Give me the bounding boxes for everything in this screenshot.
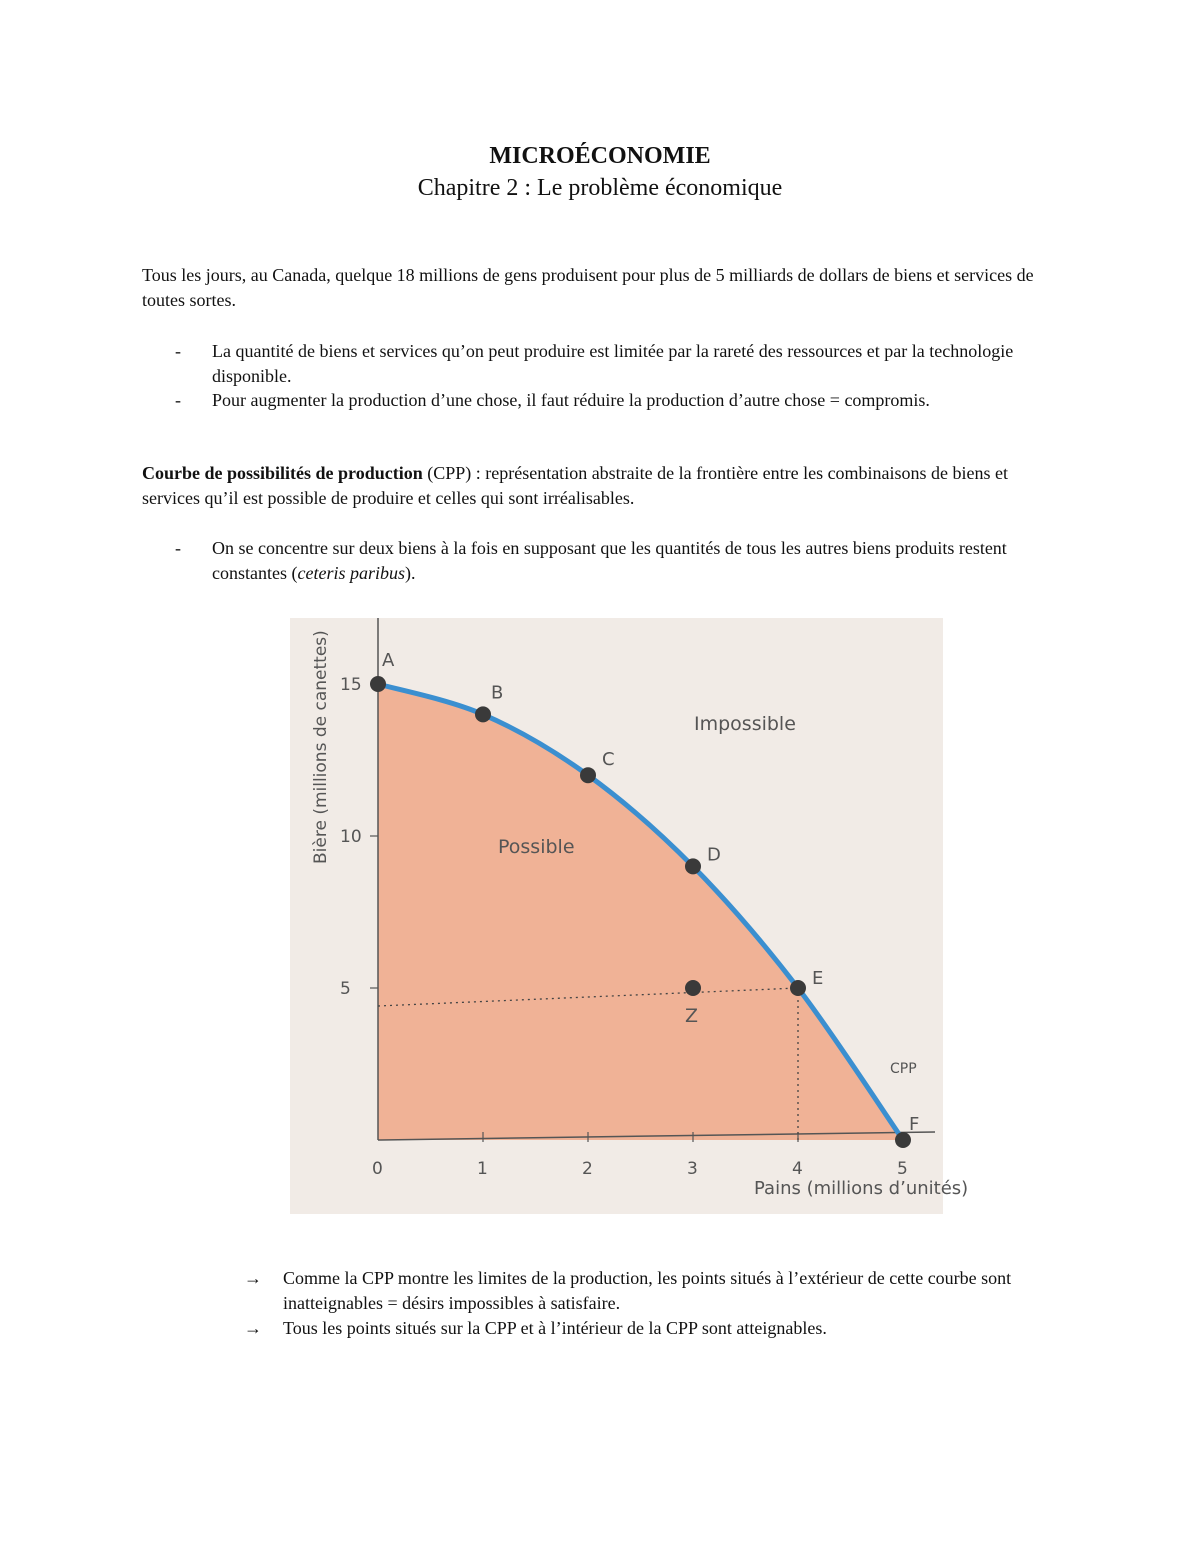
bullet-dash: - <box>175 341 181 361</box>
bullet-dash: - <box>175 390 181 410</box>
bullet-text-after: ). <box>404 563 416 583</box>
cpp-figure <box>290 618 969 1214</box>
definition-text: (CPP) : représentation abstraite de la frontière entre les combinaisons de biens et services qu’il est possible de produire et celles qui sont irréalisables. <box>142 463 1009 508</box>
point-e <box>790 980 806 996</box>
list-item-text: Tous les points situés sur la CPP et à l’intérieur de la CPP sont atteignables. <box>283 1318 827 1338</box>
y-axis-title: Bière (millions de canettes) <box>311 630 331 864</box>
bullet-dash: - <box>175 538 181 558</box>
y-tick-label: 5 <box>340 979 351 999</box>
definition-paragraph <box>142 461 1062 511</box>
point-d <box>685 858 701 874</box>
point-label-z: Z <box>685 1005 699 1027</box>
point-b <box>475 706 491 722</box>
impossible-label: Impossible <box>694 713 796 735</box>
point-label-b: B <box>491 682 504 704</box>
possible-label: Possible <box>498 836 575 858</box>
y-tick-label: 10 <box>340 827 362 847</box>
point-a <box>370 676 386 692</box>
list-item-text: Pour augmenter la production d’une chose, il faut réduire la production d’autre chose = compromis. <box>212 390 930 410</box>
chapter-subtitle: Chapitre 2 : Le problème économique <box>417 175 783 201</box>
x-axis-title: Pains (millions d’unités) <box>754 1178 969 1199</box>
page-title: MICROÉCONOMIE <box>489 143 711 169</box>
x-tick-label: 5 <box>897 1159 908 1179</box>
bullet-text-before: On se concentre sur deux biens à la fois en supposant que les quantités de tous les autres biens produits restent constantes ( <box>212 538 1007 583</box>
cpp-chart <box>290 618 969 1214</box>
point-label-d: D <box>707 844 721 866</box>
point-label-c: C <box>602 749 615 771</box>
list-item-text: La quantité de biens et services qu’on peut produire est limitée par la rareté des ressources et par la technologie disponible. <box>212 341 1014 386</box>
arrow-icon: → <box>244 1318 262 1338</box>
x-tick-label: 2 <box>582 1159 593 1179</box>
list-item-text: Comme la CPP montre les limites de la production, les points situés à l’extérieur de cette courbe sont inatteignables = désirs impossibles à satisfaire. <box>283 1268 1012 1313</box>
list-item <box>175 339 1055 389</box>
x-tick-label: 0 <box>372 1159 383 1179</box>
definition-term: Courbe de possibilités de production <box>142 463 423 483</box>
point-c <box>580 767 596 783</box>
y-tick-label: 15 <box>340 675 362 695</box>
cpp-curve-label: CPP <box>890 1061 917 1077</box>
point-label-a: A <box>382 650 395 671</box>
list-item <box>175 536 1055 586</box>
title-block <box>0 140 1200 204</box>
point-label-e: E <box>812 968 824 989</box>
x-tick-label: 3 <box>687 1159 698 1179</box>
intro-paragraph: Tous les jours, au Canada, quelque 18 millions de gens produisent pour plus de 5 milliards de dollars de biens et services de toutes sortes. <box>142 265 1034 310</box>
point-label-f: F <box>909 1114 920 1135</box>
x-tick-label: 1 <box>477 1159 488 1179</box>
list-item <box>175 388 1055 413</box>
arrow-icon: → <box>244 1268 262 1288</box>
list-item <box>244 1266 1074 1316</box>
bullet-text-italic: ceteris paribus <box>297 563 405 583</box>
list-item-text <box>212 536 1055 586</box>
point-z <box>685 980 701 996</box>
x-tick-label: 4 <box>792 1159 803 1179</box>
list-item <box>244 1316 1074 1341</box>
